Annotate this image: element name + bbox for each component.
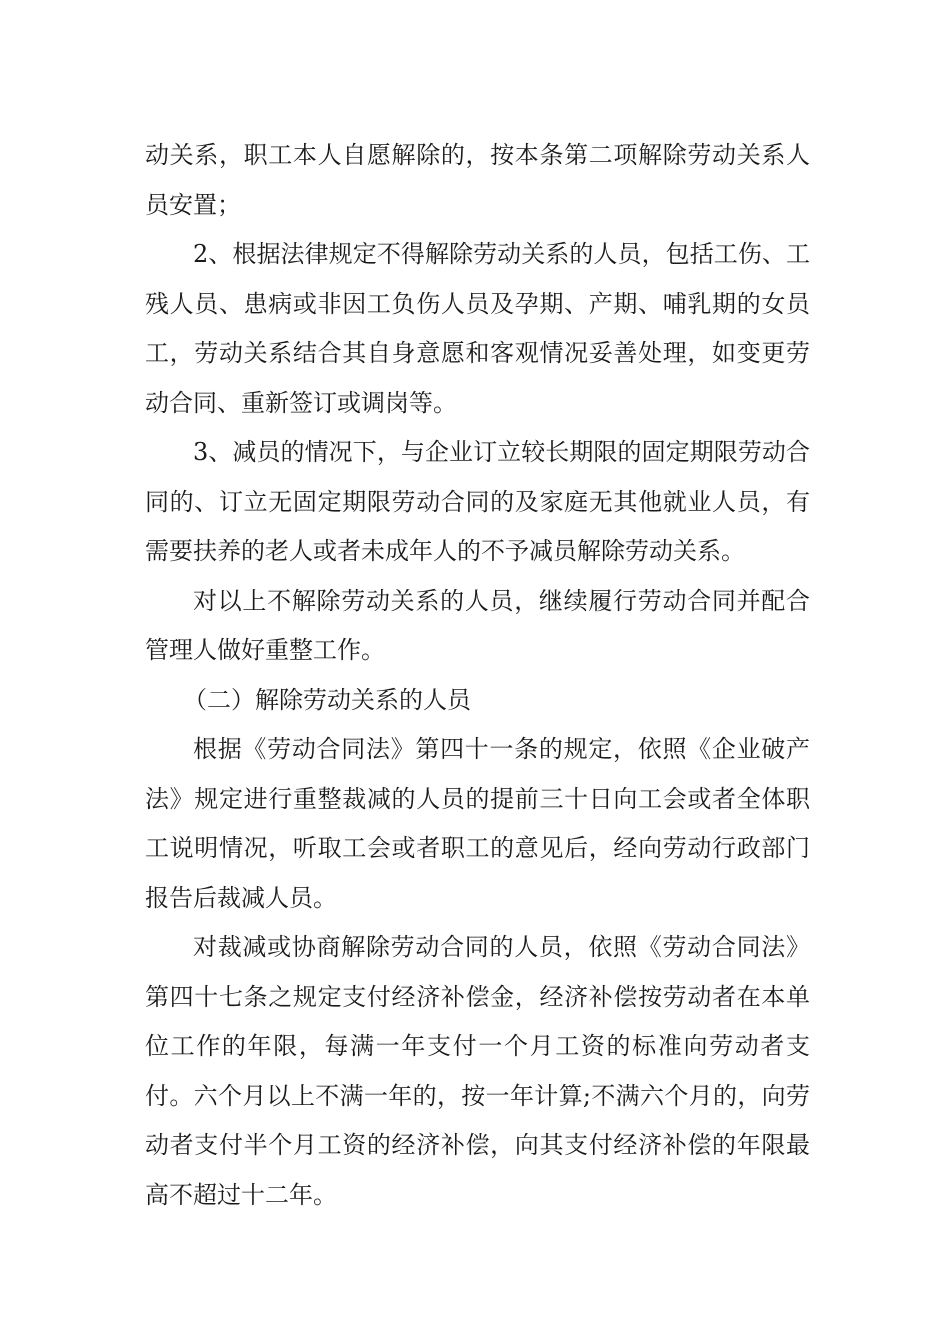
paragraph-legal-basis: 根据《劳动合同法》第四十一条的规定，依照《企业破产法》规定进行重整裁减的人员的提前三十日向工会或者全体职工说明情况，听取工会或者职工的意见后，经向劳动行政部门报告后裁减人员。 (145, 735, 810, 912)
paragraph-continuation: 动关系，职工本人自愿解除的，按本条第二项解除劳动关系人员安置； (145, 141, 810, 219)
paragraph-item-2: 2、根据法律规定不得解除劳动关系的人员，包括工伤、工残人员、患病或非因工负伤人员及孕期、产期、哺乳期的女员工，劳动关系结合其自身意愿和客观情况妥善处理，如变更劳动合同、重新签订或调岗等。 (145, 240, 810, 417)
paragraph-item-3: 3、减员的情况下，与企业订立较长期限的固定期限劳动合同的、订立无固定期限劳动合同的及家庭无其他就业人员，有需要扶养的老人或者未成年人的不予减员解除劳动关系。 (145, 438, 810, 565)
paragraph-compensation: 对裁减或协商解除劳动合同的人员，依照《劳动合同法》第四十七条之规定支付经济补偿金，经济补偿按劳动者在本单位工作的年限，每满一年支付一个月工资的标准向劳动者支付。六个月以上不满一年的，按一年计算;不满六个月的，向劳动者支付半个月工资的经济补偿，向其支付经济补偿的年限最高不超过十二年。 (145, 933, 810, 1209)
paragraph-summary: 对以上不解除劳动关系的人员，继续履行劳动合同并配合管理人做好重整工作。 (145, 586, 810, 664)
document-body (145, 131, 810, 1220)
section-heading: （二）解除劳动关系的人员 (183, 685, 471, 714)
